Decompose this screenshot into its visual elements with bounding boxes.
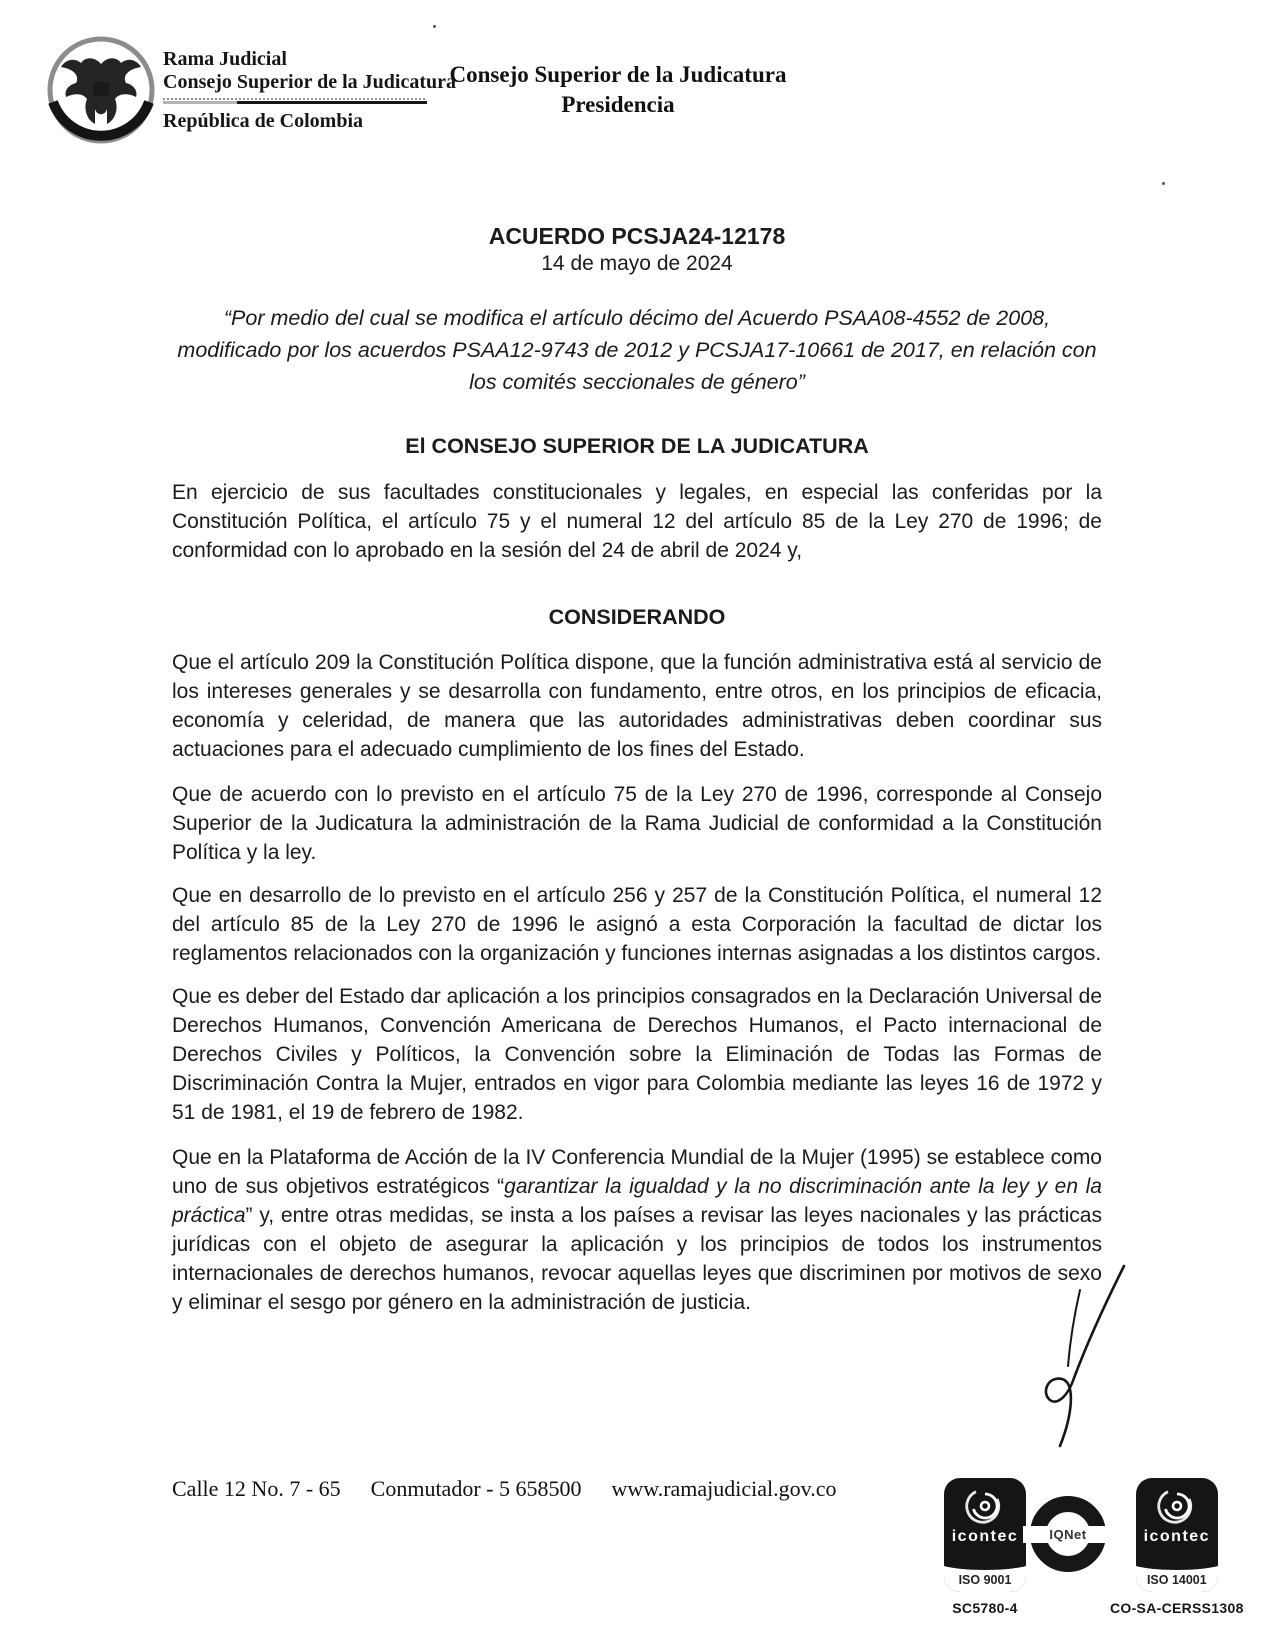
divider-solid-line xyxy=(163,101,427,104)
icontec-iso14001-badge xyxy=(1136,1478,1218,1592)
footer-phone: Conmutador - 5 658500 xyxy=(370,1476,582,1501)
icontec-iso-panel xyxy=(1136,1562,1218,1592)
paragraph-plataforma-accion xyxy=(172,1143,1102,1317)
iqnet-band xyxy=(1023,1526,1113,1543)
paragraph-plataforma-text-after: ” y, entre otras medidas, se insta a los países a revisar las leyes nacionales y las prácticas jurídicas con el objeto de asegurar la aplicación y los principios de todos los instrumentos internacionales de derechos humanos, revocar aquellas leyes que discriminen por motivos de sexo y eliminar el sesgo por género en la administración de justicia. xyxy=(172,1204,1102,1314)
iqnet-logo xyxy=(1030,1496,1106,1572)
scan-speck xyxy=(433,25,436,28)
icontec-spiral-icon xyxy=(1156,1485,1198,1527)
letterhead-org-block xyxy=(163,48,463,133)
paragraph-plataforma-text-before: Que en la Plataforma de Acción de la IV Conferencia Mundial de la Mujer (1995) se establece como uno de sus objetivos estratégicos “ xyxy=(172,1146,1102,1198)
acuerdo-epigraph: “Por medio del cual se modifica el artículo décimo del Acuerdo PSAA08-4552 de 2008, modificado por los acuerdos PSAA12-9743 de 2012 y PCSJA17-10661 de 2017, en relación con los comités seccionales de género” xyxy=(177,306,1097,394)
footer-contact-line xyxy=(172,1476,867,1502)
iso9001-label: ISO 9001 xyxy=(958,1573,1012,1587)
paragraph-plataforma-quote: garantizar la igualdad y la no discriminación ante la ley y en la práctica xyxy=(172,1175,1102,1227)
icontec-iso9001-badge xyxy=(944,1478,1026,1592)
header-title-block xyxy=(437,60,799,120)
paragraph-deber-del-estado: Que es deber del Estado dar aplicación a los principios consagrados en la Declaración Universal de Derechos Humanos, Convención Americana de Derechos Humanos, el Pacto internacional de Derechos Civiles y Políticos, la Convención sobre la Eliminación de Todas las Formas de Discriminación Contra la Mujer, entrados en vigor para Colombia mediante las leyes 16 de 1972 y 51 de 1981, el 19 de febrero de 1982. xyxy=(172,985,1102,1124)
document-body xyxy=(172,222,1102,1333)
icontec-wordmark: icontec xyxy=(951,1528,1019,1545)
iqnet-wordmark: IQNet xyxy=(1049,1527,1087,1542)
icontec-spiral-icon xyxy=(964,1485,1006,1527)
paragraph-articulo-209: Que el artículo 209 la Constitución Política dispone, que la función administrativa está al servicio de los intereses generales y se desarrolla con fundamento, entre otros, en los principios de eficacia, economía y celeridad, de manera que las autoridades administrativas deben coordinar sus actuaciones para el adecuado cumplimiento de los fines del Estado. xyxy=(172,651,1102,761)
icontec-iso9001-cert xyxy=(944,1452,1026,1616)
heading-considerando: CONSIDERANDO xyxy=(548,605,726,629)
heading-consejo-superior: El CONSEJO SUPERIOR DE LA JUDICATURA xyxy=(405,434,869,458)
acuerdo-number-title: ACUERDO PCSJA24-12178 xyxy=(488,223,786,249)
letterhead-divider xyxy=(163,98,427,104)
icontec-iso14001-cert xyxy=(1110,1452,1244,1616)
letterhead-line-rama-judicial: Rama Judicial xyxy=(163,48,287,70)
header-consejo-title: Consejo Superior de la Judicatura xyxy=(449,62,787,87)
icontec-wordmark: icontec xyxy=(1143,1528,1211,1545)
letterhead-line-consejo: Consejo Superior de la Judicatura xyxy=(163,71,456,93)
letterhead-line-republica: República de Colombia xyxy=(163,110,364,132)
certification-logos xyxy=(944,1452,1244,1616)
paragraph-articulo-256-257: Que en desarrollo de lo previsto en el artículo 256 y 257 de la Constitución Política, el numeral 12 del artículo 85 de la Ley 270 de 1996 le asignó a esta Corporación la facultad de dictar los reglamentos relacionados con la organización y funciones internas asignadas a los distintos cargos. xyxy=(172,884,1102,965)
icontec-iso-panel xyxy=(944,1562,1026,1592)
pen-scribble-mark xyxy=(1020,1250,1150,1470)
scan-speck xyxy=(1162,182,1165,185)
footer-website: www.ramajudicial.gov.co xyxy=(611,1476,837,1501)
iso14001-label: ISO 14001 xyxy=(1146,1573,1207,1587)
acuerdo-date: 14 de mayo de 2024 xyxy=(541,252,733,275)
cert-code-sc5780: SC5780-4 xyxy=(952,1600,1018,1616)
paragraph-articulo-75: Que de acuerdo con lo previsto en el artículo 75 de la Ley 270 de 1996, corresponde al Consejo Superior de la Judicatura la administración de la Rama Judicial de conformidad a la Constitución Política y la ley. xyxy=(172,783,1102,864)
divider-dotted-line xyxy=(163,98,427,100)
footer-address: Calle 12 No. 7 - 65 xyxy=(172,1476,341,1501)
cert-code-cosa: CO-SA-CERSS1308 xyxy=(1110,1600,1244,1616)
paragraph-facultades: En ejercicio de sus facultades constitucionales y legales, en especial las conferidas por la Constitución Política, el artículo 75 y el numeral 12 del artículo 85 de la Ley 270 de 1996; de conformidad con lo aprobado en la sesión del 24 de abril de 2024 y, xyxy=(172,481,1102,562)
header-presidencia: Presidencia xyxy=(561,92,675,117)
rama-judicial-seal-icon xyxy=(45,30,157,152)
